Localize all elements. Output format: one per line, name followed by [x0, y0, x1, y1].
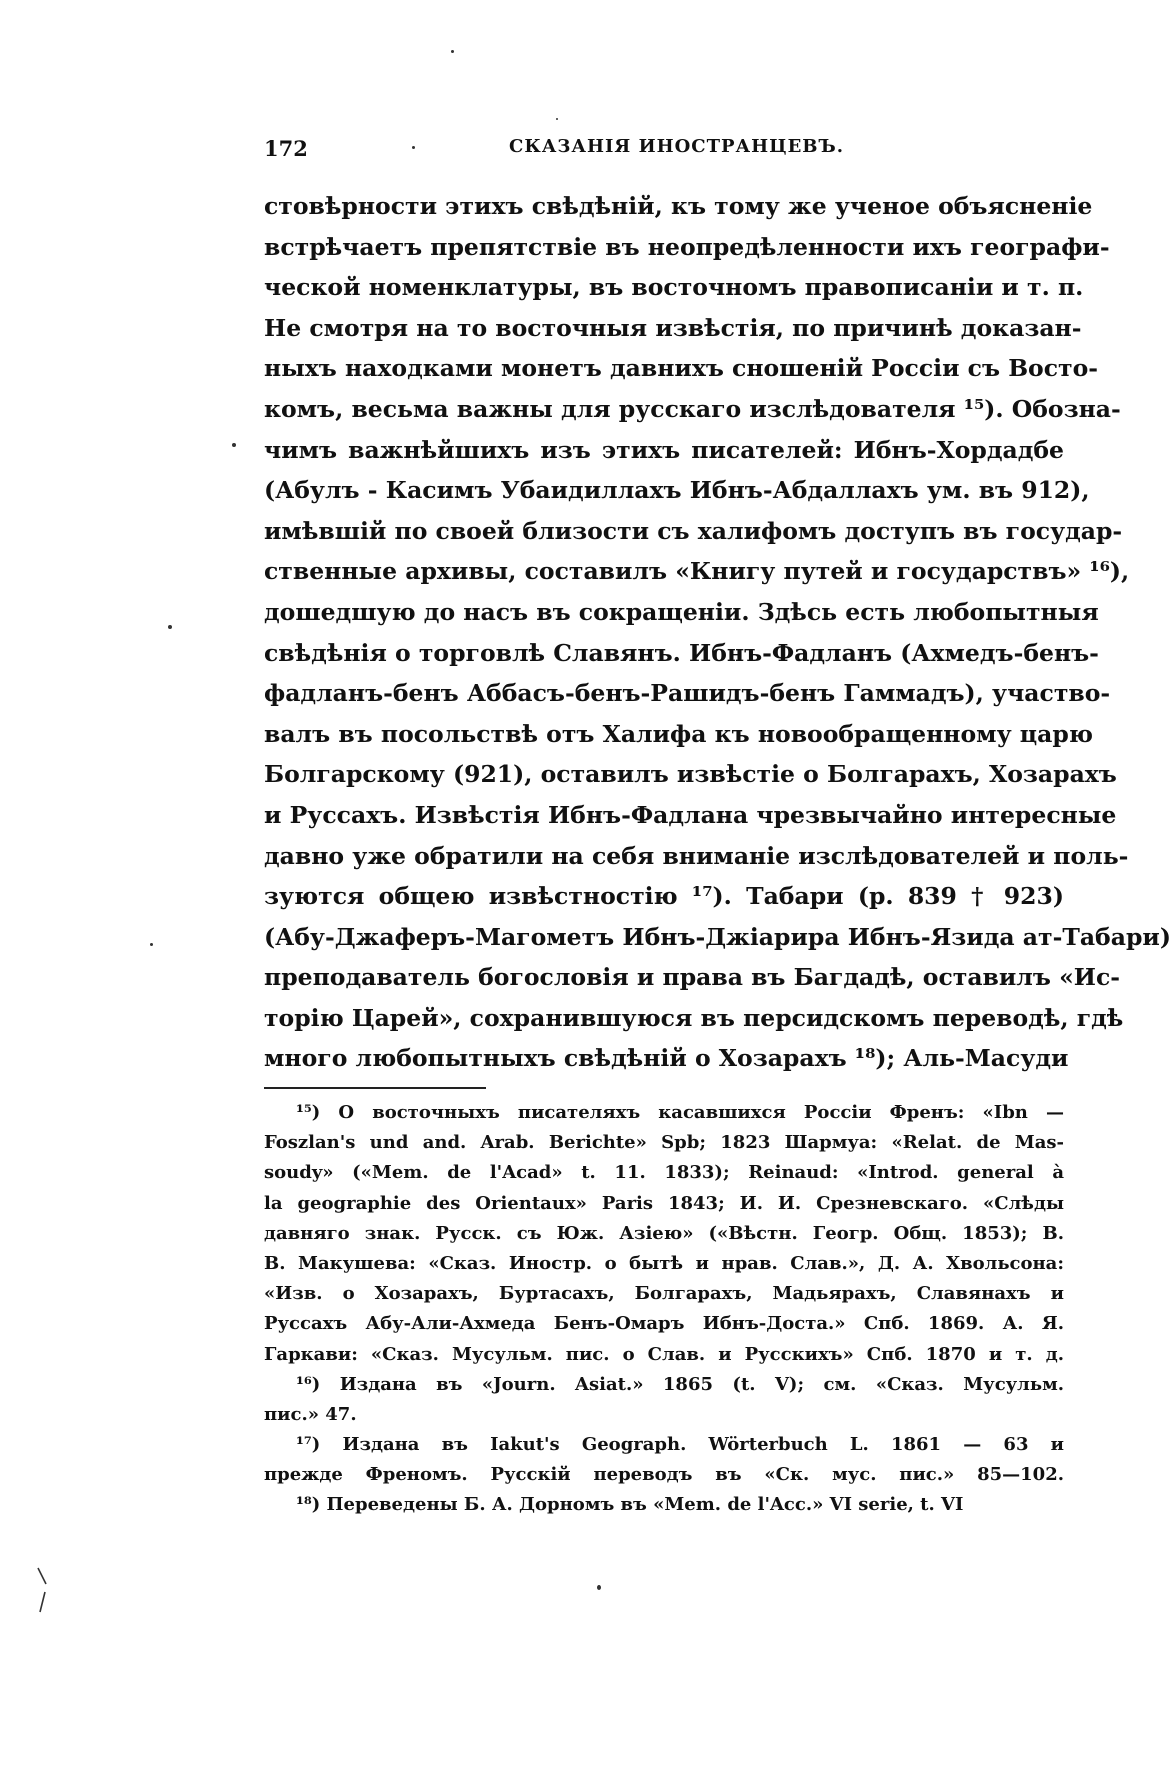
text-line: (Абулъ - Касимъ Убаидиллахъ Ибнъ-Абдаллахъ ум. въ 912),	[264, 476, 1090, 505]
footnote-line: прежде Френомъ. Русскій переводъ въ «Ск. мус. пис.» 85—102.	[264, 1464, 1064, 1486]
footnote-line: soudy» («Mem. de l'Acad» t. 11. 1833); Reinaud: «Introd. general à	[264, 1162, 1064, 1184]
footnotes	[264, 1098, 1064, 1521]
scan-speck	[412, 146, 415, 149]
running-title: СКАЗАНІЯ ИНОСТРАНЦЕВЪ.	[509, 136, 844, 157]
footnote-line: Руссахъ Абу-Али-Ахмеда Бенъ-Омаръ Ибнъ-Доста.» Спб. 1869. А. Я.	[264, 1313, 1064, 1335]
footnote-line: ¹⁵) О восточныхъ писателяхъ касавшихся Россіи Френъ: «Ibn —	[296, 1102, 1064, 1123]
page-header	[264, 130, 1064, 164]
text-line: стовѣрности этихъ свѣдѣній, къ тому же ученое объясненіе	[264, 192, 1093, 220]
footnote-line: ¹⁷) Издана въ Iakut's Geograph. Wörterbuch L. 1861 — 63 и	[296, 1434, 1064, 1456]
scan-speck	[451, 50, 454, 53]
text-line: свѣдѣнія о торговлѣ Славянъ. Ибнъ-Фадланъ (Ахмедъ-бенъ-	[264, 638, 1099, 667]
page-number: 172	[264, 136, 308, 161]
text-line: дошедшую до насъ въ сокращеніи. Здѣсь есть любопытныя	[264, 597, 1099, 626]
footnote-line: давняго знак. Русск. съ Юж. Азіею» («Вѣстн. Геогр. Общ. 1853); В.	[264, 1222, 1064, 1244]
text-line: (Абу-Джаферъ-Магометъ Ибнъ-Джіарира Ибнъ-Язида ат-Табари)	[264, 922, 1171, 951]
text-line: зуются общею извѣстностію ¹⁷). Табари (р. 839 † 923)	[264, 882, 1064, 911]
footnote-line: Foszlan's und and. Arab. Berichte» Spb; 1823 Шармуа: «Relat. de Mas-	[264, 1132, 1064, 1154]
text-line: встрѣчаетъ препятствіе въ неопредѣленности ихъ географи-	[264, 232, 1110, 261]
text-line: ственные архивы, составилъ «Книгу путей и государствъ» ¹⁶),	[264, 557, 1130, 586]
footnote-line: пис.» 47.	[264, 1403, 357, 1425]
footnote-line: ¹⁶) Издана въ «Journ. Asiat.» 1865 (t. V); см. «Сказ. Мусульм.	[296, 1373, 1064, 1395]
scan-speck	[556, 118, 558, 120]
footnote-line: la geographie des Orientaux» Paris 1843; И. И. Срезневскаго. «Слѣды	[264, 1192, 1064, 1214]
footnote-line: В. Макушева: «Сказ. Иностр. о бытѣ и нрав. Слав.», Д. А. Хвольсона:	[264, 1252, 1064, 1274]
text-line: комъ, весьма важны для русскаго изслѣдователя ¹⁵). Обозна-	[264, 394, 1121, 423]
text-line: давно уже обратили на себя вниманіе изслѣдователей и поль-	[264, 841, 1129, 870]
text-line: Болгарскому (921), оставилъ извѣстіе о Болгарахъ, Хозарахъ	[264, 760, 1117, 789]
text-line: имѣвшій по своей близости съ халифомъ доступъ въ государ-	[264, 516, 1123, 545]
text-line: преподаватель богословія и права въ Багдадѣ, оставилъ «Ис-	[264, 963, 1121, 992]
scan-speck	[597, 1585, 601, 1590]
text-line: ческой номенклатуры, въ восточномъ правописаніи и т. п.	[264, 273, 1084, 302]
text-line: валъ въ посольствѣ отъ Халифа къ новообращенному царю	[264, 719, 1093, 748]
scan-speck	[150, 943, 153, 946]
text-line: много любопытныхъ свѣдѣній о Хозарахъ ¹⁸); Аль-Масуди	[264, 1044, 1069, 1073]
scan-edge-mark	[36, 1566, 52, 1616]
scan-speck	[232, 443, 236, 447]
footnote-line: «Изв. о Хозарахъ, Буртасахъ, Болгарахъ, Мадьярахъ, Славянахъ и	[264, 1283, 1064, 1305]
scan-speck	[168, 625, 172, 629]
text-line: ныхъ находками монетъ давнихъ сношеній Россіи съ Восто-	[264, 354, 1099, 383]
text-line: торію Царей», сохранившуюся въ персидскомъ переводѣ, гдѣ	[264, 1003, 1124, 1032]
text-line: Не смотря на то восточныя извѣстія, по причинѣ доказан-	[264, 313, 1082, 342]
footnote-separator	[264, 1087, 486, 1089]
footnote-line: Гаркави: «Сказ. Мусульм. пис. о Слав. и Русскихъ» Спб. 1870 и т. д.	[264, 1343, 1064, 1365]
text-line: чимъ важнѣйшихъ изъ этихъ писателей: Ибнъ-Хордадбе	[264, 435, 1064, 464]
footnote-line: ¹⁸) Переведены Б. А. Дорномъ въ «Mem. de l'Acc.» VI serie, t. VI	[296, 1494, 964, 1516]
text-line: и Руссахъ. Извѣстія Ибнъ-Фадлана чрезвычайно интересные	[264, 800, 1117, 829]
main-text	[264, 186, 1171, 1079]
text-line: фадланъ-бенъ Аббасъ-бенъ-Рашидъ-бенъ Гаммадъ), участво-	[264, 679, 1111, 708]
